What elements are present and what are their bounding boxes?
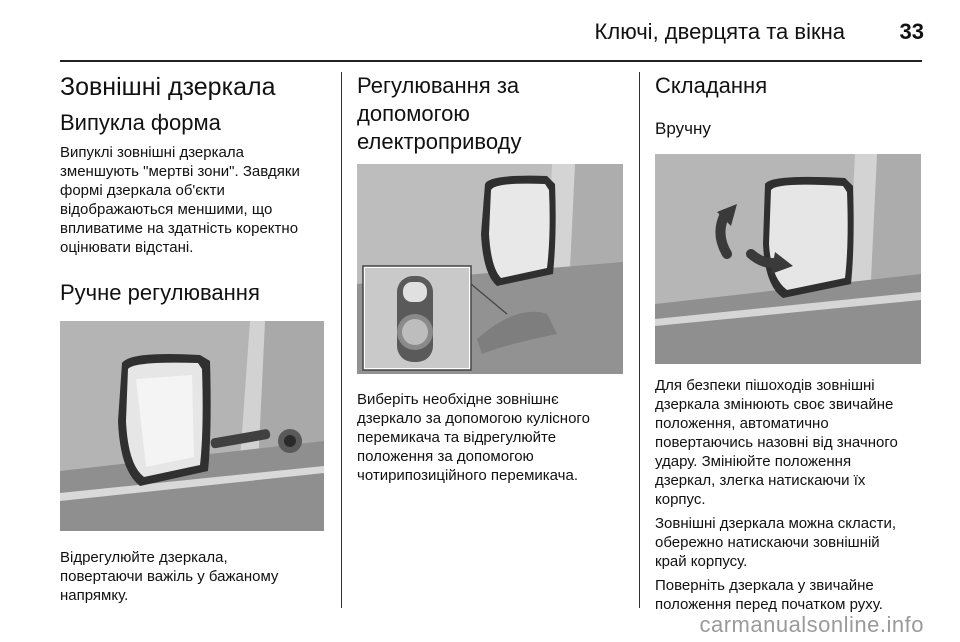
folding-mirror-illustration [655,154,921,364]
folding-instruction-text: Зовнішні дзеркала можна скласти, обережно натискаючи зовнішній край корпусу. [655,515,897,570]
subheading-convex-shape: Випукла форма [60,110,221,135]
subheading-manual: Вручну [655,119,711,138]
manual-mirror-illustration [60,321,324,531]
subheading-electric-adjustment: Регулювання за допомогою електроприводу [357,73,522,154]
header-title: Ключі, дверцята та вікна [594,19,845,44]
section-heading-folding: Складання [655,73,768,98]
header-rule [60,60,922,62]
subheading-manual-adjustment: Ручне регулювання [60,280,260,305]
electric-mirror-illustration [357,164,623,374]
column-left [60,72,326,605]
page-number: 33 [899,19,924,44]
folding-safety-text: Для безпеки пішоходів зовнішні дзеркала змінюють своє звичайне положення, автоматично повертаючись назовні від значного удару. Змініюйте положення дзеркал, злегка натискаючи їх корпус. [655,377,898,508]
watermark: carmanualsonline.info [699,612,924,637]
column-divider-left [341,72,342,608]
column-middle [357,72,623,485]
column-right [655,72,923,614]
section-heading-outside-mirrors: Зовнішні дзеркала [60,73,276,101]
folding-return-text: Поверніть дзеркала у звичайне положення перед початком руху. [655,577,883,613]
manual-adjustment-caption: Відрегулюйте дзеркала, повертаючи важіль у бажаному напрямку. [60,549,279,604]
electric-adjustment-caption: Виберіть необхідне зовнішнє дзеркало за допомогою кулісного перемикача та відрегулюйте положення за допомогою чотирипозиційного перемикача. [357,391,590,484]
convex-shape-text: Випуклі зовнішні дзеркала зменшують "мертві зони". Завдяки формі дзеркала об'єкти відображаються меншими, що впливатиме на здатність коректно оцінювати відстані. [60,144,300,256]
column-divider-right [639,72,640,608]
